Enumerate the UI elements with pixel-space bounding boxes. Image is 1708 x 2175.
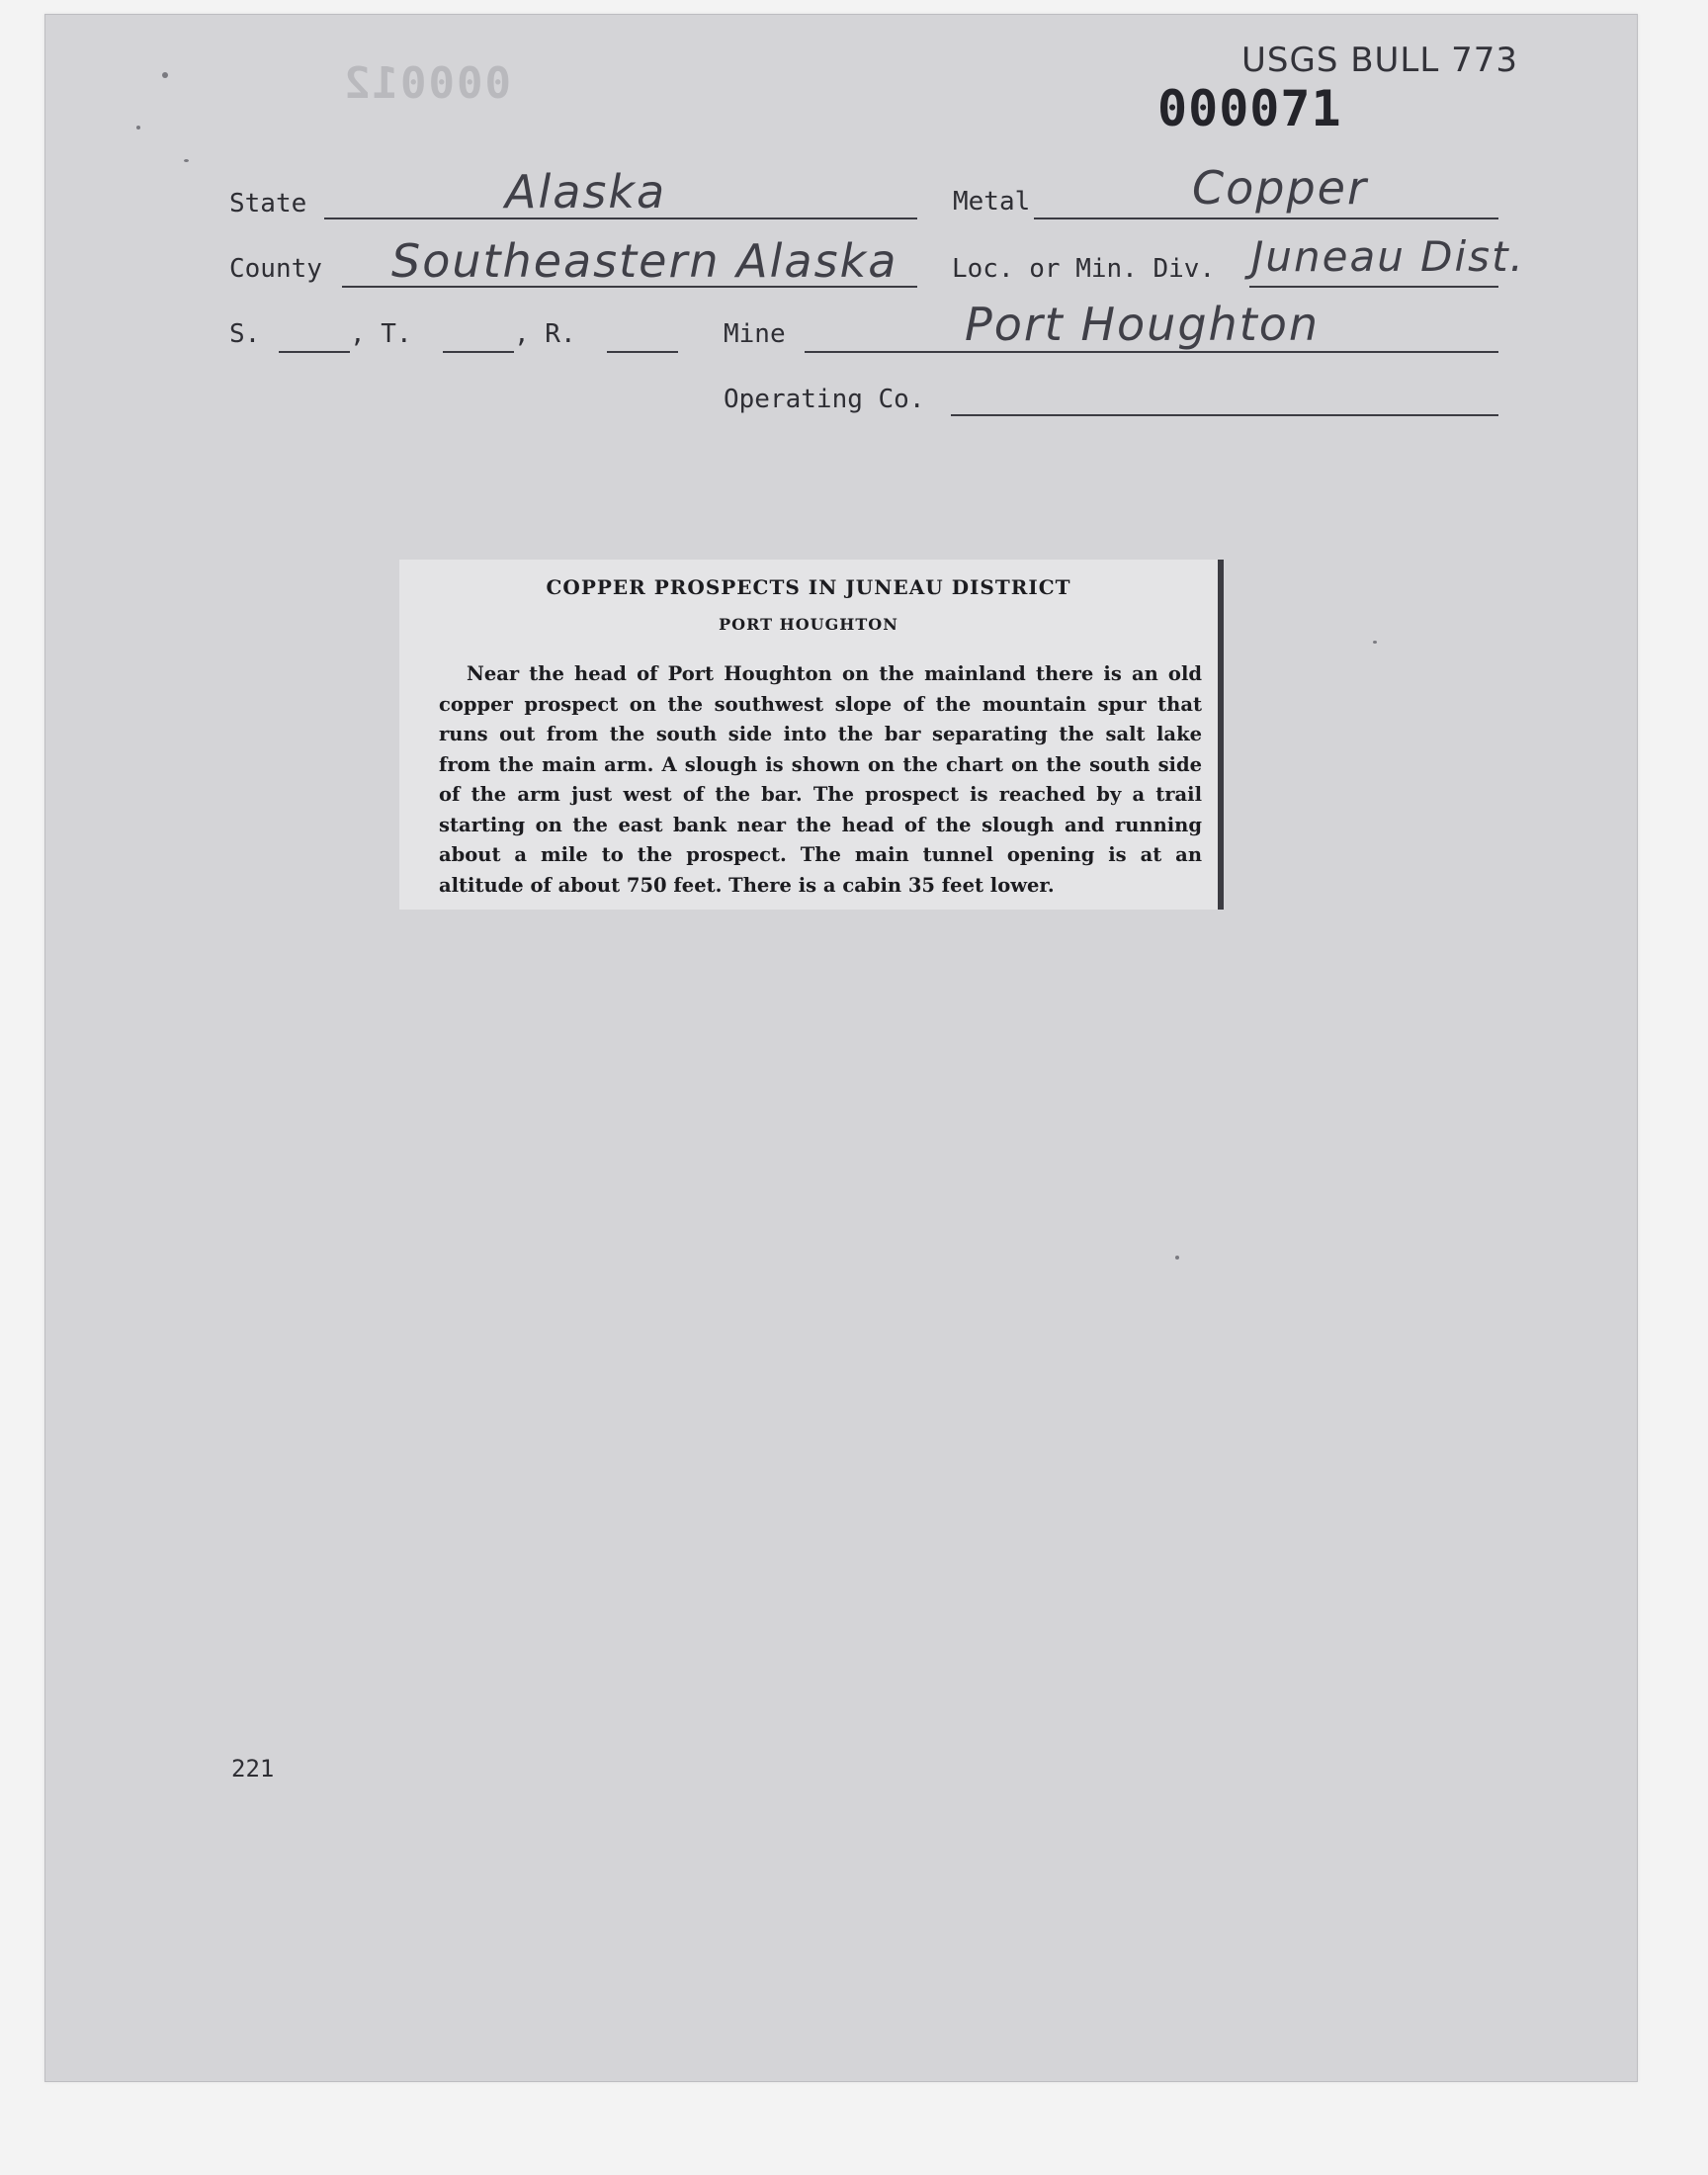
county-value: Southeastern Alaska [391,234,898,288]
speck-mark [184,159,189,162]
mine-value: Port Houghton [965,298,1321,351]
range-label: , R. [514,319,576,349]
mine-line [805,351,1498,353]
mine-label: Mine [724,319,786,349]
metal-value: Copper [1192,161,1368,215]
speck-mark [1175,1256,1179,1260]
index-card [44,14,1638,2082]
metal-label: Metal [953,187,1031,217]
township-line [443,351,514,353]
state-label: State [229,189,307,218]
division-label: Loc. or Min. Div. [952,254,1216,284]
clipping-body: Near the head of Port Houghton on the mainland there is an old copper prospect on the southwest slope of the mountain spur that runs out from the south side into the bar separating the salt lake from the main arm. A slough is shown on the chart on the south side of the arm just west of the bar. The prospect is reached by a trail starting on the east bank near the head of the slough and running about a mile to the prospect. The main tunnel opening is at an altitude of about 750 feet. There is a cabin 35 feet lower. [439,662,1202,897]
section-label: S. [229,319,261,349]
speck-mark [136,126,140,130]
metal-line [1034,218,1498,219]
state-value: Alaska [505,165,667,218]
operator-label: Operating Co. [724,385,925,414]
clipping-heading: COPPER PROSPECTS IN JUNEAU DISTRICT [546,575,1071,599]
clipping-subheading: PORT HOUGHTON [719,615,898,634]
division-line [1249,286,1498,288]
speck-mark [162,72,168,78]
township-label: , T. [350,319,412,349]
page-number: 221 [231,1755,275,1783]
section-line [279,351,350,353]
county-label: County [229,254,322,284]
division-value: Juneau Dist. [1251,232,1525,281]
series-label: USGS BULL 773 [1241,41,1519,80]
record-number: 000071 [1157,80,1342,137]
report-clipping [399,560,1224,910]
reverse-stamp-number: 000012 [342,58,511,109]
operator-line [951,414,1498,416]
range-line [607,351,678,353]
speck-mark [1373,641,1377,644]
